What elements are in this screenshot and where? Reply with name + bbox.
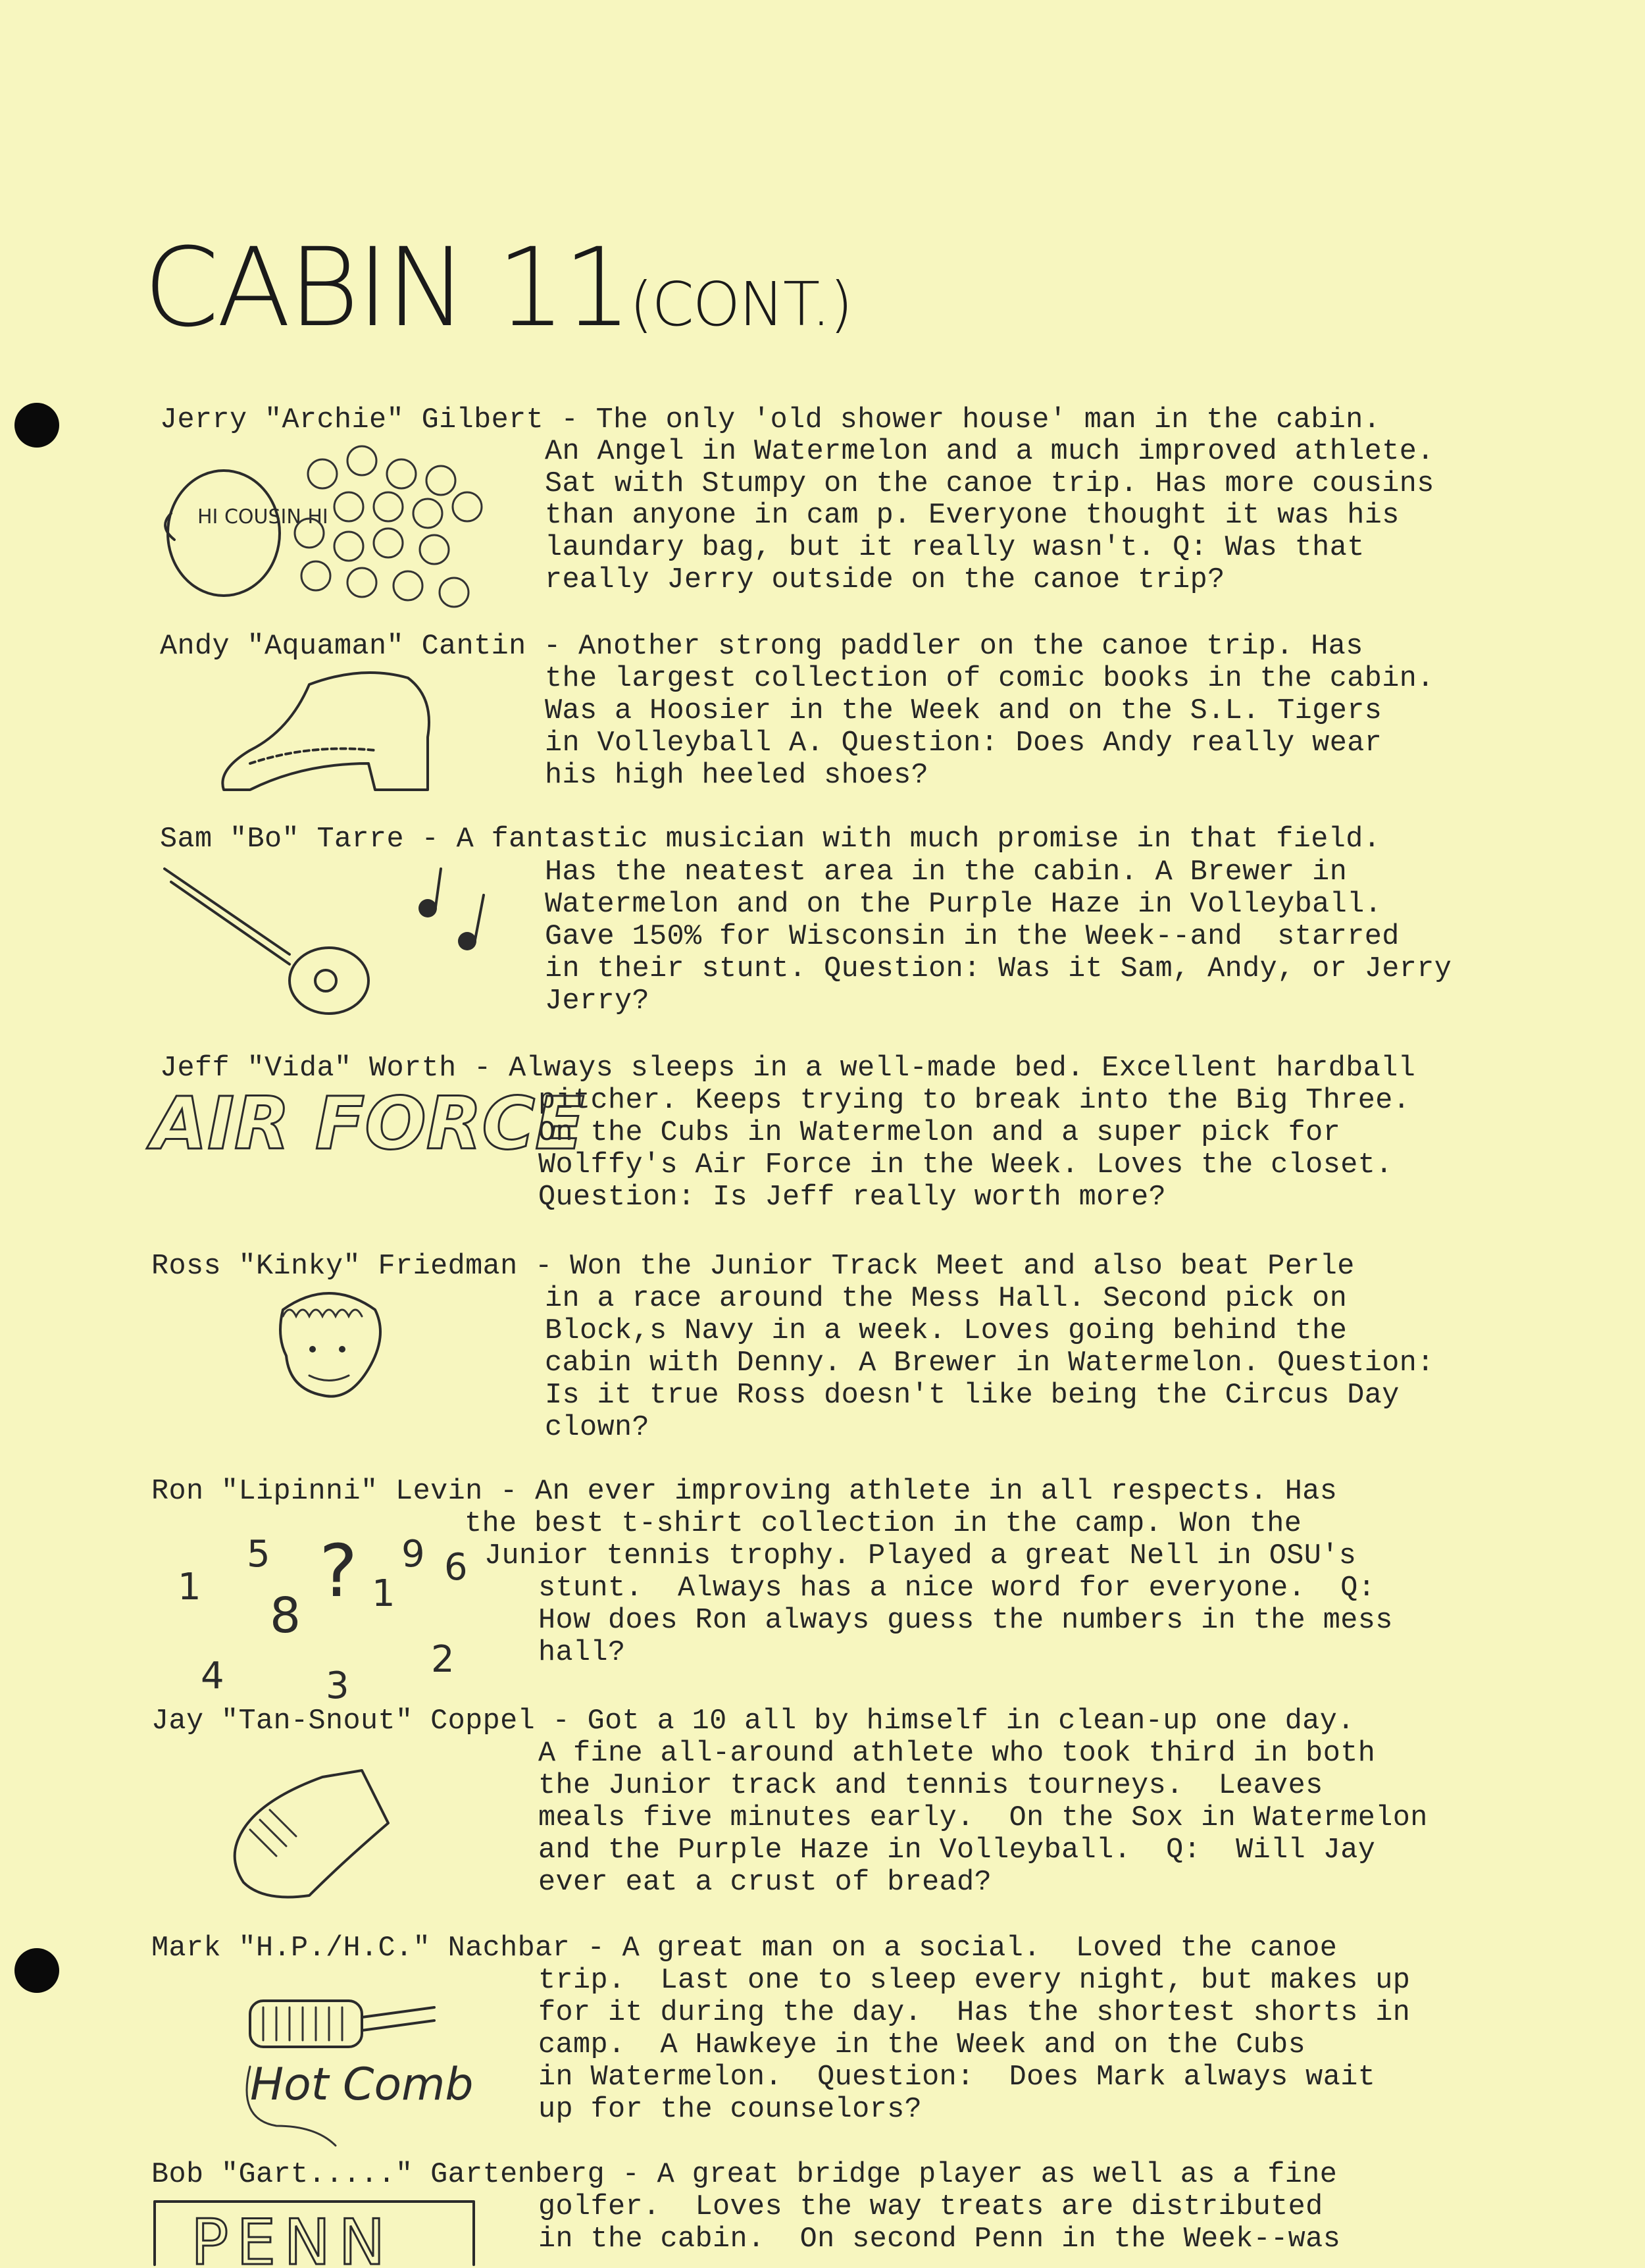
doodle-text: Hot Comb [250,2059,474,2111]
entry-line: cabin with Denny. A Brewer in Watermelon. Question: [545,1347,1434,1379]
entry-line: in their stunt. Question: Was it Sam, Andy, or Jerry [545,953,1452,985]
entry-line: Sam "Bo" Tarre - A fantastic musician with much promise in that field. [160,823,1381,856]
entry-line: Ross "Kinky" Friedman - Won the Junior Track Meet and also beat Perle [151,1250,1355,1283]
entry-line: Bob "Gart....." Gartenberg - A great bridge player as well as a fine [151,2159,1338,2191]
entry-line: ever eat a crust of bread? [538,1867,992,1899]
entry-line: Mark "H.P./H.C." Nachbar - A great man on a social. Loved the canoe [151,1932,1338,1965]
title-sub: (CONT.) [629,269,852,340]
doodle-text: HI COUSIN HI [197,505,328,528]
doodle-digit: ? [319,1529,358,1613]
entry-line: for it during the day. Has the shortest shorts in [538,1997,1411,2029]
entry-line: in Volleyball A. Question: Does Andy really wear [545,727,1382,760]
title-main: CABIN 11 [143,224,630,351]
entry-line: hall? [538,1637,626,1669]
numbers-doodle-icon [171,1527,487,1705]
entry-line: in the cabin. On second Penn in the Week--was [538,2223,1341,2255]
doodle-text: PENN [191,2207,393,2268]
entry-line: Has the neatest area in the cabin. A Brewer in [545,856,1348,889]
entry-line: Junior tennis trophy. Played a great Nell in OSU's [484,1540,1357,1572]
doodle-text: AIR FORCE [151,1081,585,1166]
entry-line: clown? [545,1412,650,1444]
entry-line: trip. Last one to sleep every night, but makes up [538,1965,1411,1997]
entry-line: How does Ron always guess the numbers in the mess [538,1605,1393,1637]
entry-line: and the Purple Haze in Volleyball. Q: Will Jay [538,1834,1376,1867]
entry-line: golfer. Loves the way treats are distributed [538,2191,1323,2223]
smiley-faces-doodle-icon [151,434,533,619]
entry-line: Question: Is Jeff really worth more? [538,1181,1167,1214]
entry-line: Block,s Navy in a week. Loves going behind the [545,1315,1348,1347]
doodle-digit: 6 [444,1546,468,1589]
entry-line: his high heeled shoes? [545,760,929,792]
entry-line: Was a Hoosier in the Week and on the S.L. Tigers [545,695,1382,727]
doodle-digit: 2 [431,1638,455,1681]
entry-line: really Jerry outside on the canoe trip? [545,564,1225,596]
air-force-lettering-icon [148,1079,585,1244]
curly-hair-face-icon [263,1283,395,1408]
entry-line: camp. A Hawkeye in the Week and on the Cubs [538,2029,1306,2061]
binder-hole-top [14,403,59,448]
doodle-digit: 8 [270,1587,301,1644]
entry-line: in a race around the Mess Hall. Second pick on [545,1283,1348,1315]
entry-line: than anyone in cam p. Everyone thought it was his [545,500,1400,532]
entry-line: Jay "Tan-Snout" Coppel - Got a 10 all by himself in clean-up one day. [151,1705,1355,1738]
hot-comb-icon [237,1988,487,2152]
entry-line: up for the counselors? [538,2094,923,2126]
entry-line: A fine all-around athlete who took third in both [538,1738,1376,1770]
entry-line: Ron "Lipinni" Levin - An ever improving athlete in all respects. Has [151,1476,1338,1508]
entry-line: the Junior track and tennis tourneys. Leaves [538,1770,1323,1802]
entry-line: Wolffy's Air Force in the Week. Loves the closet. [538,1149,1393,1181]
entry-line: stunt. Always has a nice word for everyone. Q: [538,1572,1376,1605]
doodle-digit: 3 [326,1664,349,1707]
entry-line: pitcher. Keeps trying to break into the Big Three. [538,1085,1411,1117]
entry-line: Jerry "Archie" Gilbert - The only 'old shower house' man in the cabin. [160,404,1381,436]
entry-line: Andy "Aquaman" Cantin - Another strong paddler on the canoe trip. Has [160,631,1363,663]
entry-line: Watermelon and on the Purple Haze in Volleyball. [545,889,1382,921]
high-heeled-shoe-icon [211,658,461,796]
bread-crust-icon [224,1764,395,1909]
entry-line: Gave 150% for Wisconsin in the Week--and starred [545,921,1400,953]
entry-line: the largest collection of comic books in the cabin. [545,663,1434,695]
entry-line: An Angel in Watermelon and a much improved athlete. [545,436,1434,468]
doodle-digit: 1 [372,1572,395,1615]
entry-line: Sat with Stumpy on the canoe trip. Has more cousins [545,468,1434,500]
entry-line: Is it true Ross doesn't like being the Circus Day [545,1379,1400,1412]
entry-line: On the Cubs in Watermelon and a super pick for [538,1117,1341,1149]
entry-line: laundary bag, but it really wasn't. Q: Was that [545,532,1365,564]
doodle-digit: 1 [178,1566,201,1609]
binder-hole-bottom [14,1948,59,1993]
doodle-digit: 9 [401,1533,425,1576]
page-title [143,224,852,351]
entry-line: meals five minutes early. On the Sox in Watermelon [538,1802,1428,1834]
entry-line: Jeff "Vida" Worth - Always sleeps in a well-made bed. Excellent hardball [160,1052,1416,1085]
doodle-digit: 5 [247,1533,270,1576]
guitar-and-notes-icon [158,856,500,1027]
entry-line: the best t-shirt collection in the camp. Won the [465,1508,1302,1540]
doodle-digit: 4 [201,1655,224,1697]
entry-line: Jerry? [545,985,650,1018]
penn-sign-icon [151,2198,480,2268]
entry-line: in Watermelon. Question: Does Mark always wait [538,2061,1376,2094]
